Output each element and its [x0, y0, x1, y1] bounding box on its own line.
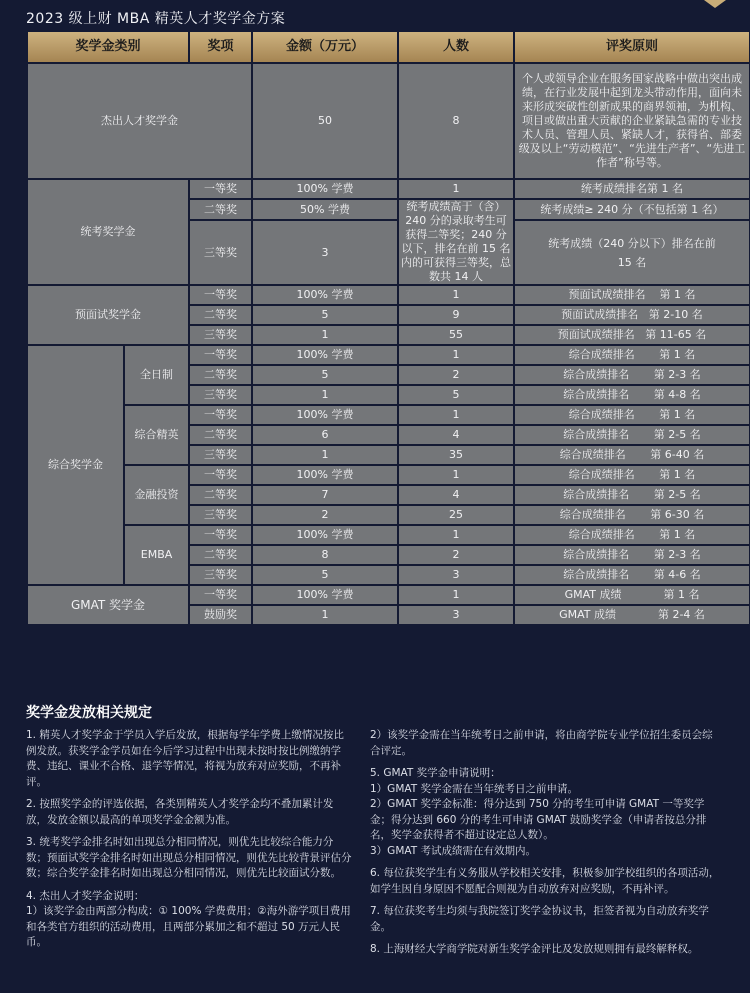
level-cell: 三等奖 — [190, 221, 251, 284]
amount-cell: 100% 学费 — [253, 466, 397, 484]
level-cell: 一等奖 — [190, 526, 251, 544]
rule-paragraph: 2. 按照奖学金的评选依据，各类别精英人才奖学金均不叠加累计发放，发放金额以最高的单项奖学金金额为准。 — [26, 798, 334, 826]
principle-cell — [515, 566, 749, 584]
table-row — [28, 346, 749, 364]
count-cell: 9 — [399, 306, 513, 324]
category-comprehensive: 综合奖学金 — [28, 346, 123, 584]
principle-cell: 统考成绩≥ 240 分（不包括第 1 名） — [515, 200, 749, 219]
amount-cell: 7 — [253, 486, 397, 504]
rank-value: 第 6-40 名 — [650, 448, 705, 461]
rank-label: 综合成绩排名 — [559, 508, 626, 521]
rank-label: 综合成绩排名 — [559, 448, 626, 461]
rule-paragraph: 4. 杰出人才奖学金说明： — [26, 889, 145, 902]
subcategory-emba: EMBA — [125, 526, 188, 584]
amount-cell: 8 — [253, 546, 397, 564]
amount-cell: 100% 学费 — [253, 346, 397, 364]
table-row — [28, 466, 749, 484]
rank-label: 预面试成绩排名 — [568, 288, 646, 301]
rank-value: 第 2-3 名 — [653, 548, 701, 561]
level-cell: 一等奖 — [190, 286, 251, 304]
rank-value: 第 6-30 名 — [650, 508, 705, 521]
rule-paragraph: 3）GMAT 考试成绩需在有效期内。 — [370, 844, 536, 857]
rank-label: 综合成绩排名 — [563, 368, 630, 381]
category-gmat: GMAT 奖学金 — [28, 586, 188, 624]
principle-cell — [515, 606, 749, 624]
header-level: 奖项 — [190, 32, 251, 62]
count-cell: 1 — [399, 180, 513, 198]
level-cell: 一等奖 — [190, 586, 251, 604]
count-cell: 3 — [399, 566, 513, 584]
count-cell: 1 — [399, 346, 513, 364]
principle-cell — [515, 486, 749, 504]
level-cell: 三等奖 — [190, 446, 251, 464]
principle-cell: 统考成绩（240 分以下）排名在前 15 名 — [515, 221, 749, 284]
rule-paragraph: 1. 精英人才奖学金于学员入学后发放，根据每学年学费上缴情况按比例发放。获奖学金学员如在今后学习过程中出现未按时按比例缴纳学费、违纪、课业不合格、退学等情况，将视为放弃对应奖励，不再补评。 — [26, 729, 344, 788]
amount-cell: 50 — [253, 64, 397, 178]
category-outstanding: 杰出人才奖学金 — [28, 64, 251, 178]
rank-label: 综合成绩排名 — [568, 528, 635, 541]
count-cell: 2 — [399, 366, 513, 384]
rule-paragraph: 2）该奖学金需在当年统考日之前申请，将由商学院专业学位招生委员会综合评定。 — [370, 729, 713, 757]
table-row — [28, 180, 749, 198]
count-cell: 4 — [399, 486, 513, 504]
header-count: 人数 — [399, 32, 513, 62]
rank-label: GMAT 成绩 — [559, 608, 616, 621]
category-interview: 预面试奖学金 — [28, 286, 188, 344]
principle-cell — [515, 466, 749, 484]
amount-cell: 100% 学费 — [253, 526, 397, 544]
level-cell: 三等奖 — [190, 506, 251, 524]
amount-cell: 100% 学费 — [253, 586, 397, 604]
table-header-row — [28, 32, 749, 62]
subcategory-elite: 综合精英 — [125, 406, 188, 464]
level-cell: 二等奖 — [190, 546, 251, 564]
count-cell: 25 — [399, 506, 513, 524]
count-cell: 4 — [399, 426, 513, 444]
level-cell: 一等奖 — [190, 346, 251, 364]
rule-paragraph: 1）GMAT 奖学金需在当年统考日之前申请。 — [370, 782, 578, 795]
unified-note-cell: 统考成绩高于（含）240 分的录取考生可获得二等奖；240 分以下，排名在前 15 名内的可获得三等奖，总数共 14 人 — [401, 200, 512, 283]
rank-value: 第 1 名 — [659, 348, 696, 361]
level-cell: 一等奖 — [190, 180, 251, 198]
rank-label: 综合成绩排名 — [563, 548, 630, 561]
count-cell: 1 — [399, 286, 513, 304]
level-cell: 二等奖 — [190, 486, 251, 504]
principle-cell — [515, 406, 749, 424]
principle-cell — [515, 346, 749, 364]
rank-label: 综合成绩排名 — [563, 568, 630, 581]
count-cell: 8 — [399, 64, 513, 178]
principle-cell — [515, 366, 749, 384]
level-cell: 三等奖 — [190, 386, 251, 404]
amount-cell: 3 — [253, 221, 397, 284]
level-cell: 二等奖 — [190, 306, 251, 324]
principle-cell — [515, 386, 749, 404]
rule-paragraph: 2）GMAT 奖学金标准：得分达到 750 分的考生可申请 GMAT 一等奖学金；得分达到 660 分的考生可申请 GMAT 鼓励奖学金（申请者按总分排名，奖学金获得者不超过设定总人数）。 — [370, 798, 707, 841]
count-cell: 1 — [399, 406, 513, 424]
rank-label: 综合成绩排名 — [568, 348, 635, 361]
subcategory-fulltime: 全日制 — [125, 346, 188, 404]
subcategory-finance: 金融投资 — [125, 466, 188, 524]
principle-cell — [515, 526, 749, 544]
count-cell: 1 — [399, 586, 513, 604]
count-cell: 3 — [399, 606, 513, 624]
rank-value: 第 2-10 名 — [648, 308, 703, 321]
table-row — [28, 526, 749, 544]
rules-title: 奖学金发放相关规定 — [26, 705, 152, 721]
rank-value: 第 11-65 名 — [645, 328, 707, 341]
principle-cell — [515, 446, 749, 464]
rules-right-column — [370, 728, 720, 965]
scholarship-table — [26, 30, 750, 626]
principle-cell — [515, 286, 749, 304]
rank-value: 第 2-3 名 — [653, 368, 701, 381]
level-cell: 鼓励奖 — [190, 606, 251, 624]
rank-label: 综合成绩排名 — [563, 488, 630, 501]
count-cell: 2 — [399, 546, 513, 564]
rank-label: 综合成绩排名 — [563, 428, 630, 441]
principle-cell: 统考成绩排名第 1 名 — [515, 180, 749, 198]
header-amount: 金额（万元） — [253, 32, 397, 62]
principle-cell — [515, 506, 749, 524]
page-title: 2023 级上财 MBA 精英人才奖学金方案 — [26, 11, 286, 27]
principle-cell: 个人或领导企业在服务国家战略中做出突出成绩，在行业发展中起到龙头带动作用，面向未来形成突破性创新成果的商界领袖，为机构、项目或做出重大贡献的企业紧缺急需的专业技术人员、管理人员、紧缺人才，获得省、部委级及以上“劳动模范”、“先进生产者”、“先进工作者”称号等。 — [515, 64, 749, 178]
rank-value: 第 1 名 — [659, 408, 696, 421]
rank-value: 第 2-5 名 — [653, 428, 701, 441]
header-principle: 评奖原则 — [515, 32, 749, 62]
amount-cell: 5 — [253, 306, 397, 324]
rule-paragraph: 3. 统考奖学金排名时如出现总分相同情况，则优先比较综合能力分数；预面试奖学金排名时如出现总分相同情况，则优先比较背景评估分数；综合奖学金排名时如出现总分相同情况，则优先比较面试分数。 — [26, 836, 352, 879]
principle-cell — [515, 586, 749, 604]
amount-cell: 100% 学费 — [253, 286, 397, 304]
corner-chevron-icon — [704, 0, 726, 10]
principle-cell — [515, 546, 749, 564]
level-cell: 二等奖 — [190, 366, 251, 384]
rule-paragraph: 1）该奖学金由两部分构成：① 100% 学费费用；②海外游学项目费用和各类官方组织的活动费用，且两部分累加之和不超过 50 万元人民币。 — [26, 905, 351, 948]
amount-cell: 1 — [253, 386, 397, 404]
level-cell: 三等奖 — [190, 326, 251, 344]
rank-value: 第 1 名 — [659, 528, 696, 541]
principle-cell — [515, 326, 749, 344]
amount-cell: 1 — [253, 606, 397, 624]
count-cell: 1 — [399, 466, 513, 484]
rank-label: 预面试成绩排名 — [557, 328, 635, 341]
rank-label: 综合成绩排名 — [568, 468, 635, 481]
rule-paragraph: 6. 每位获奖学生有义务服从学校相关安排，积极参加学校组织的各项活动，如学生因自身原因不愿配合则视为自动放弃对应奖励，不再补评。 — [370, 867, 720, 895]
amount-cell: 1 — [253, 326, 397, 344]
level-cell: 二等奖 — [190, 426, 251, 444]
rank-value: 第 2-5 名 — [653, 488, 701, 501]
table-row — [28, 586, 749, 604]
table-row — [28, 406, 749, 424]
count-cell: 5 — [399, 386, 513, 404]
rank-value: 第 1 名 — [659, 288, 696, 301]
table-row — [28, 64, 749, 178]
category-unified: 统考奖学金 — [28, 180, 188, 284]
rule-paragraph: 8. 上海财经大学商学院对新生奖学金评比及发放规则拥有最终解释权。 — [370, 943, 699, 955]
rank-value: 第 4-6 名 — [653, 568, 701, 581]
principle-cell — [515, 426, 749, 444]
rank-label: 预面试成绩排名 — [561, 308, 639, 321]
principle-cell — [515, 306, 749, 324]
rank-value: 第 1 名 — [663, 588, 700, 601]
count-cell: 1 — [399, 526, 513, 544]
amount-cell: 1 — [253, 446, 397, 464]
rule-paragraph: 5. GMAT 奖学金申请说明： — [370, 767, 501, 779]
rank-label: 综合成绩排名 — [568, 408, 635, 421]
count-cell: 35 — [399, 446, 513, 464]
rank-value: 第 2-4 名 — [657, 608, 705, 621]
level-cell: 一等奖 — [190, 466, 251, 484]
rank-label: 综合成绩排名 — [563, 388, 630, 401]
rank-value: 第 4-8 名 — [653, 388, 701, 401]
amount-cell: 5 — [253, 366, 397, 384]
rules-left-column — [26, 728, 352, 958]
amount-cell: 100% 学费 — [253, 180, 397, 198]
amount-cell: 6 — [253, 426, 397, 444]
amount-cell: 50% 学费 — [253, 200, 397, 219]
table-row — [28, 286, 749, 304]
amount-cell: 2 — [253, 506, 397, 524]
rank-label: GMAT 成绩 — [564, 588, 622, 601]
level-cell: 一等奖 — [190, 406, 251, 424]
level-cell: 二等奖 — [190, 200, 251, 219]
amount-cell: 100% 学费 — [253, 406, 397, 424]
rule-paragraph: 7. 每位获奖考生均须与我院签订奖学金协议书，拒签者视为自动放弃奖学金。 — [370, 905, 709, 933]
amount-cell: 5 — [253, 566, 397, 584]
level-cell: 三等奖 — [190, 566, 251, 584]
rank-value: 第 1 名 — [659, 468, 696, 481]
count-cell: 55 — [399, 326, 513, 344]
header-category: 奖学金类别 — [28, 32, 188, 62]
